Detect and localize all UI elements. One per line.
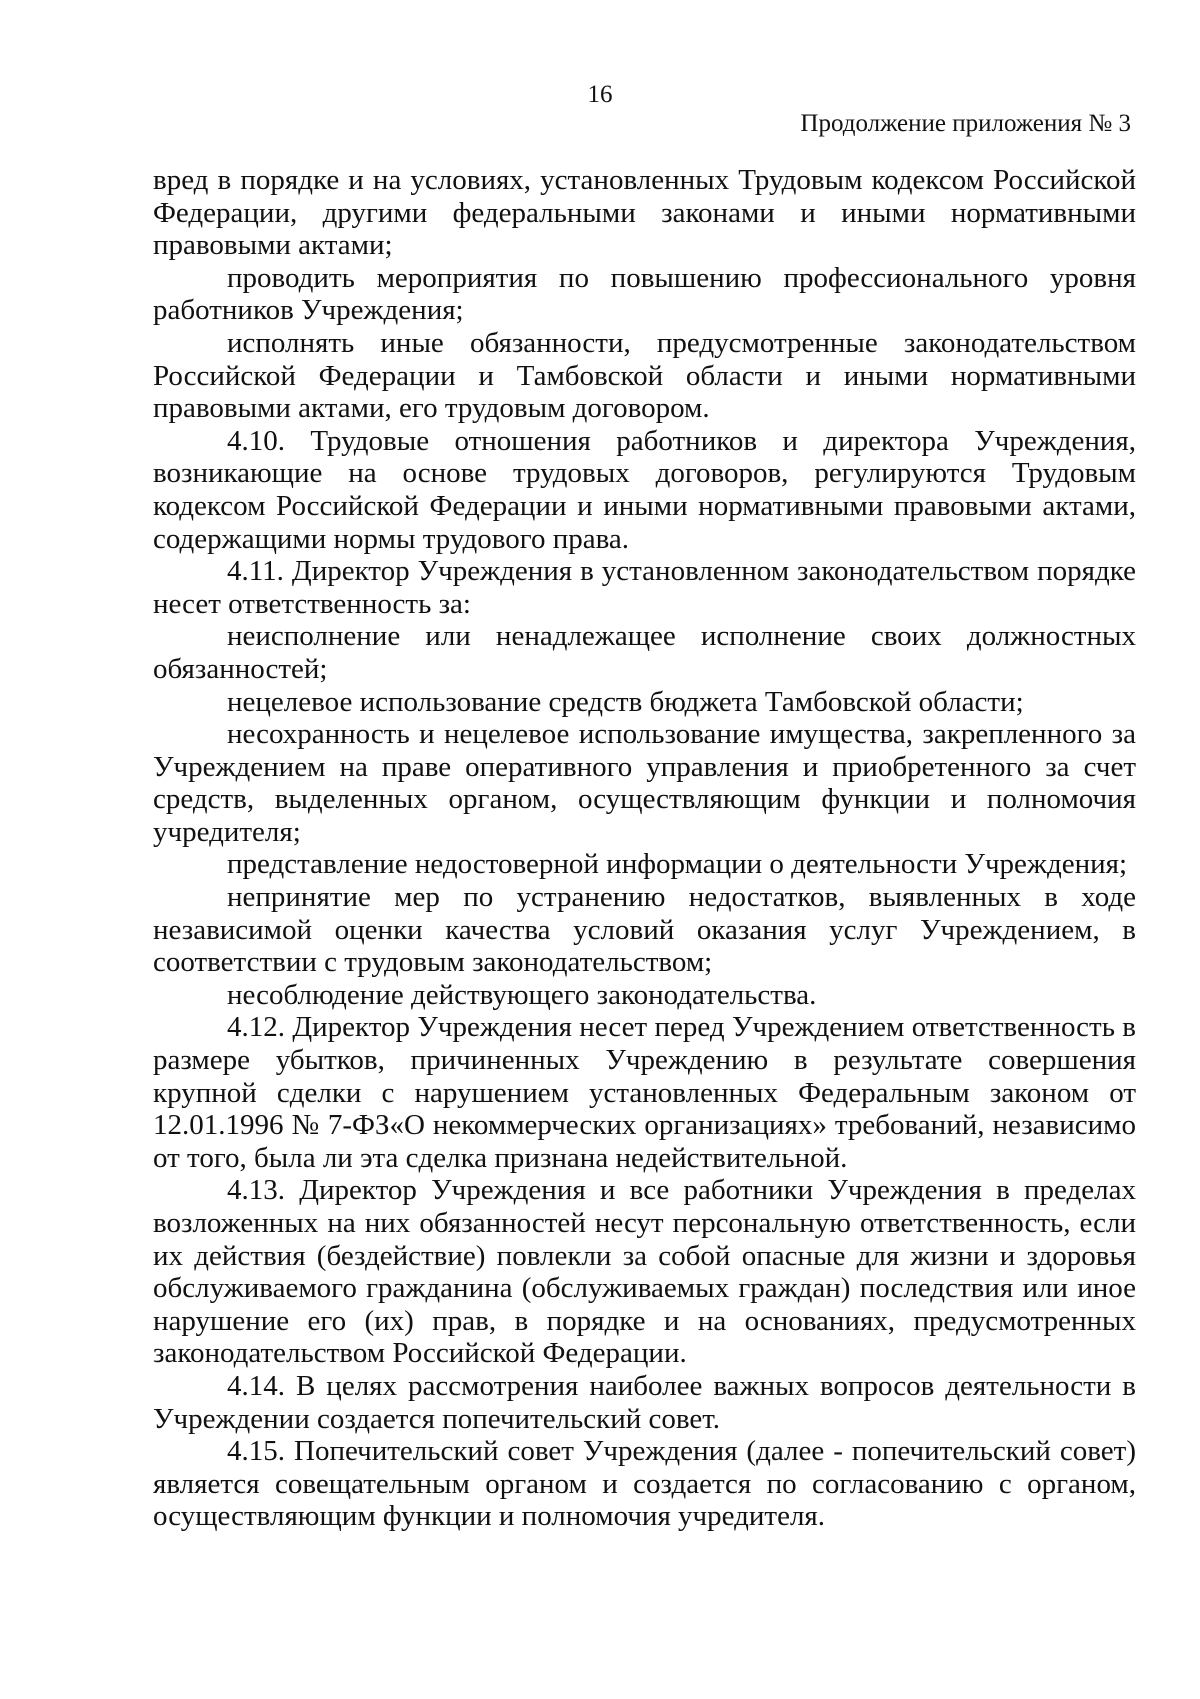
paragraph: 4.14. В целях рассмотрения наиболее важных вопросов деятельности в Учреждении создается попечительский совет.	[153, 1369, 1136, 1435]
paragraph: 4.10. Трудовые отношения работников и директора Учреждения, возникающие на основе трудовых договоров, регулируются Трудовым кодексом Российской Федерации и иными нормативными правовыми актами, содержащими нормы трудового права.	[153, 424, 1136, 555]
paragraph: представление недостоверной информации о деятельности Учреждения;	[227, 848, 1128, 881]
paragraph: исполнять иные обязанности, предусмотренные законодательством Российской Федерации и Тамбовской области и иными нормативными правовыми актами, его трудовым договором.	[153, 326, 1136, 425]
paragraph: несоблюдение действующего законодательства.	[227, 978, 817, 1011]
paragraph: 4.13. Директор Учреждения и все работники Учреждения в пределах возложенных на них обязанностей несут персональную ответственность, если их действия (бездействие) повлекли за собой опасные для жизни и здоровья обслуживаемого гражданина (обслуживаемых граждан) последствия или иное нарушение его (их) прав, в порядке и на основаниях, предусмотренных законодательством Российской Федерации.	[153, 1174, 1136, 1370]
paragraph: 4.12. Директор Учреждения несет перед Учреждением ответственность в размере убытков, причиненных Учреждению в результате совершения крупной сделки с нарушением установленных Федеральным законом от 12.01.1996 № 7-ФЗ«О некоммерческих организациях» требований, независимо от того, была ли эта сделка признана недействительной.	[153, 1011, 1136, 1174]
paragraph: непринятие мер по устранению недостатков, выявленных в ходе независимой оценки качества условий оказания услуг Учреждением, в соответствии с трудовым законодательством;	[153, 881, 1136, 979]
paragraph: 4.11. Директор Учреждения в установленном законодательством порядке несет ответственность за:	[153, 555, 1136, 620]
appendix-continuation-note: Продолжение приложения № 3	[800, 110, 1131, 137]
page-number: 16	[587, 81, 613, 108]
paragraph: нецелевое использование средств бюджета Тамбовской области;	[227, 685, 1024, 718]
paragraph: несохранность и нецелевое использование имущества, закрепленного за Учреждением на праве оперативного управления и приобретенного за счет средств, выделенных органом, осуществляющим функции и полномочия учредителя;	[153, 718, 1136, 848]
paragraph: 4.15. Попечительский совет Учреждения (далее - попечительский совет) является совещательным органом и создается по согласованию с органом, осуществляющим функции и полномочия учредителя.	[153, 1435, 1136, 1533]
paragraph: вред в порядке и на условиях, установленных Трудовым кодексом Российской Федерации, другими федеральными законами и иными нормативными правовыми актами;	[153, 164, 1136, 262]
paragraph: проводить мероприятия по повышению профессионального уровня работников Учреждения;	[153, 261, 1136, 327]
paragraph: неисполнение или ненадлежащее исполнение своих должностных обязанностей;	[153, 620, 1136, 685]
document-body	[153, 164, 1136, 1533]
